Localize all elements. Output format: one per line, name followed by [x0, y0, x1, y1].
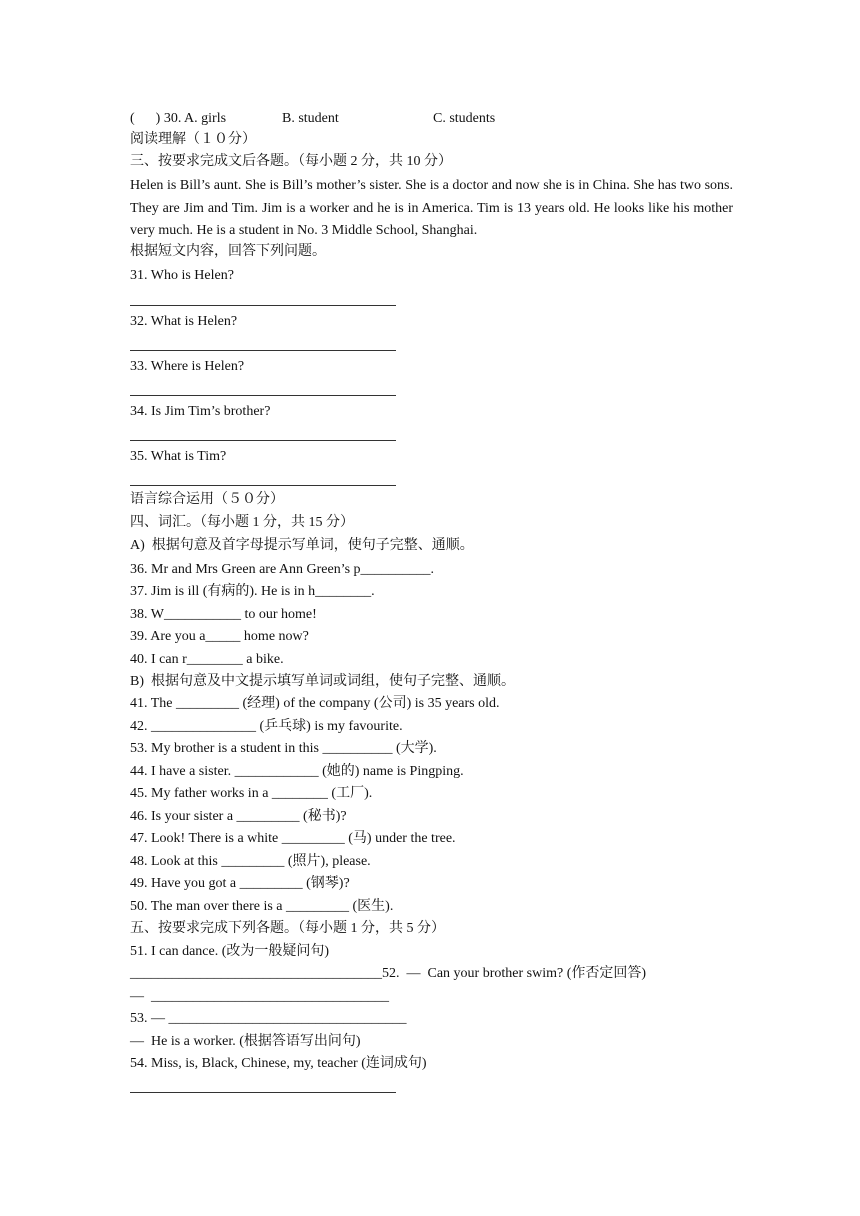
part-b-item: 45. My father works in a ________ (工厂). — [130, 786, 373, 801]
reading-passage: Helen is Bill’s aunt. She is Bill’s mother’s sister. She is a doctor and now she is in China. She has two sons. They are Jim and Tim. Jim is a worker and he is in America. Tim is 13 years old. He looks like his mother very much. He is a student in No. 3 Middle School, Shanghai. — [130, 178, 733, 238]
part-a-item: 37. Jim is ill (有病的). He is in h________. — [130, 584, 375, 599]
answer-line — [130, 485, 396, 486]
q30-option-c: C. students — [433, 111, 496, 126]
answer-line — [130, 350, 396, 351]
part-a-item: 38. W___________ to our home! — [130, 607, 317, 622]
reading-question: 34. Is Jim Tim’s brother? — [130, 404, 271, 419]
part-a-item: 40. I can r________ a bike. — [130, 652, 284, 667]
section3-title: 三、按要求完成文后各题。（每小题 2 分，共 10 分） — [130, 154, 452, 169]
reading-question: 35. What is Tim? — [130, 449, 227, 464]
answer-line — [130, 1092, 396, 1093]
part-b-item: 48. Look at this _________ (照片), please. — [130, 854, 371, 869]
part-b-item: 50. The man over there is a _________ (医生). — [130, 899, 394, 914]
part-b-item: 41. The _________ (经理) of the company (公司) is 35 years old. — [130, 696, 500, 711]
part-a-instruction: A) 根据句意及首字母提示写单词，使句子完整、通顺。 — [130, 538, 474, 553]
answer-line — [130, 440, 396, 441]
reading-question: 33. Where is Helen? — [130, 359, 245, 374]
part-a-item: 36. Mr and Mrs Green are Ann Green’s p__________. — [130, 562, 435, 577]
language-header: 语言综合运用（５０分） — [130, 492, 284, 507]
reading-header: 阅读理解（１０分） — [130, 132, 256, 147]
q52-answer: — __________________________________ — [130, 989, 389, 1004]
section5-title: 五、按要求完成下列各题。（每小题 1 分，共 5 分） — [130, 921, 445, 936]
q51-prompt: 51. I can dance. (改为一般疑问句) — [130, 944, 330, 959]
reading-question: 32. What is Helen? — [130, 314, 238, 329]
q53-answer: 53. — __________________________________ — [130, 1011, 407, 1026]
answer-line — [130, 395, 396, 396]
part-a-item: 39. Are you a_____ home now? — [130, 629, 309, 644]
q51-answer-q52-prompt: ____________________________________52. — Can your brother swim? (作否定回答) — [130, 966, 647, 981]
part-b-item: 42. _______________ (乒乓球) is my favourite. — [130, 719, 403, 734]
answer-line — [130, 305, 396, 306]
part-b-item: 47. Look! There is a white _________ (马) under the tree. — [130, 831, 456, 846]
part-b-item: 53. My brother is a student in this __________ (大学). — [130, 741, 437, 756]
reading-question: 31. Who is Helen? — [130, 268, 234, 283]
q53-given: — He is a worker. (根据答语写出问句) — [130, 1034, 361, 1049]
passage-instruction: 根据短文内容，回答下列问题。 — [130, 244, 326, 259]
part-b-item: 46. Is your sister a _________ (秘书)? — [130, 809, 347, 824]
part-b-item: 49. Have you got a _________ (钢琴)? — [130, 876, 350, 891]
q30-label: ( ) 30. A. girls — [130, 111, 227, 126]
part-b-item: 44. I have a sister. ____________ (她的) name is Pingping. — [130, 764, 464, 779]
q30-option-b: B. student — [282, 111, 339, 126]
section4-title: 四、词汇。（每小题 1 分，共 15 分） — [130, 515, 354, 530]
part-b-instruction: B) 根据句意及中文提示填写单词或词组，使句子完整、通顺。 — [130, 674, 515, 689]
q54-prompt: 54. Miss, is, Black, Chinese, my, teacher (连词成句) — [130, 1056, 427, 1071]
